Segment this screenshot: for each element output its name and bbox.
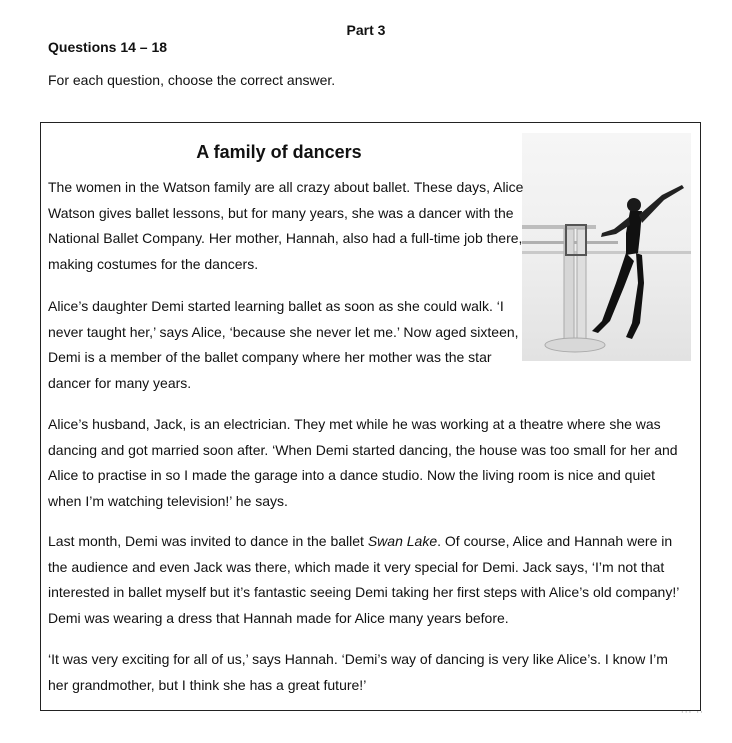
paragraph-1: The women in the Watson family are all crazy about ballet. These days, Alice Watson gives ballet lessons, but for many years, she was a dancer with the National Ballet Company. Her mother, Hannah, also had a full-time job there, making costumes for the dancers. — [48, 179, 524, 272]
corner-watermark: ··· ·· — [680, 708, 704, 718]
paragraph-5: ‘It was very exciting for all of us,’ says Hannah. ‘Demi’s way of dancing is very like Alice’s. I know I’m her grandmother, but I think she has a great future!’ — [48, 651, 668, 693]
ballet-dancer-illustration — [522, 133, 691, 361]
article-box — [40, 122, 701, 711]
part-heading: Part 3 — [346, 22, 386, 38]
paragraph-3: Alice’s husband, Jack, is an electrician. They met while he was working at a theatre where she was dancing and got married soon after. ‘When Demi started dancing, the house was too small for her and Alice to practise in so I made the garage into a dance studio. Now the living room is nice and quiet when I’m watching television!’ he says. — [48, 416, 678, 509]
paragraph-4-end: . Of course, Alice and Hannah were in the audience and even Jack was there, which made it very special for Demi. Jack says, ‘I’m not that interested in ballet myself but it’s fantastic seeing Demi taking her first steps with Alice’s old company!’ Demi was wearing a dress that Hannah made for Alice many years before. — [48, 533, 679, 626]
paragraph-4-start: Last month, Demi was invited to dance in the ballet — [48, 533, 368, 549]
questions-range: Questions 14 – 18 — [48, 39, 168, 55]
paragraph-4 — [48, 529, 688, 631]
ballet-title: Swan Lake — [367, 533, 438, 549]
ballet-dancer-photo — [522, 133, 691, 361]
instruction-text: For each question, choose the correct answer. — [48, 72, 336, 88]
article-title: A family of dancers — [196, 142, 362, 162]
paragraph-2: Alice’s daughter Demi started learning ballet as soon as she could walk. ‘I never taught her,’ says Alice, ‘because she never let me.’ Now aged sixteen, Demi is a member of the ballet company where her mother was the star dancer for many years. — [48, 298, 519, 391]
